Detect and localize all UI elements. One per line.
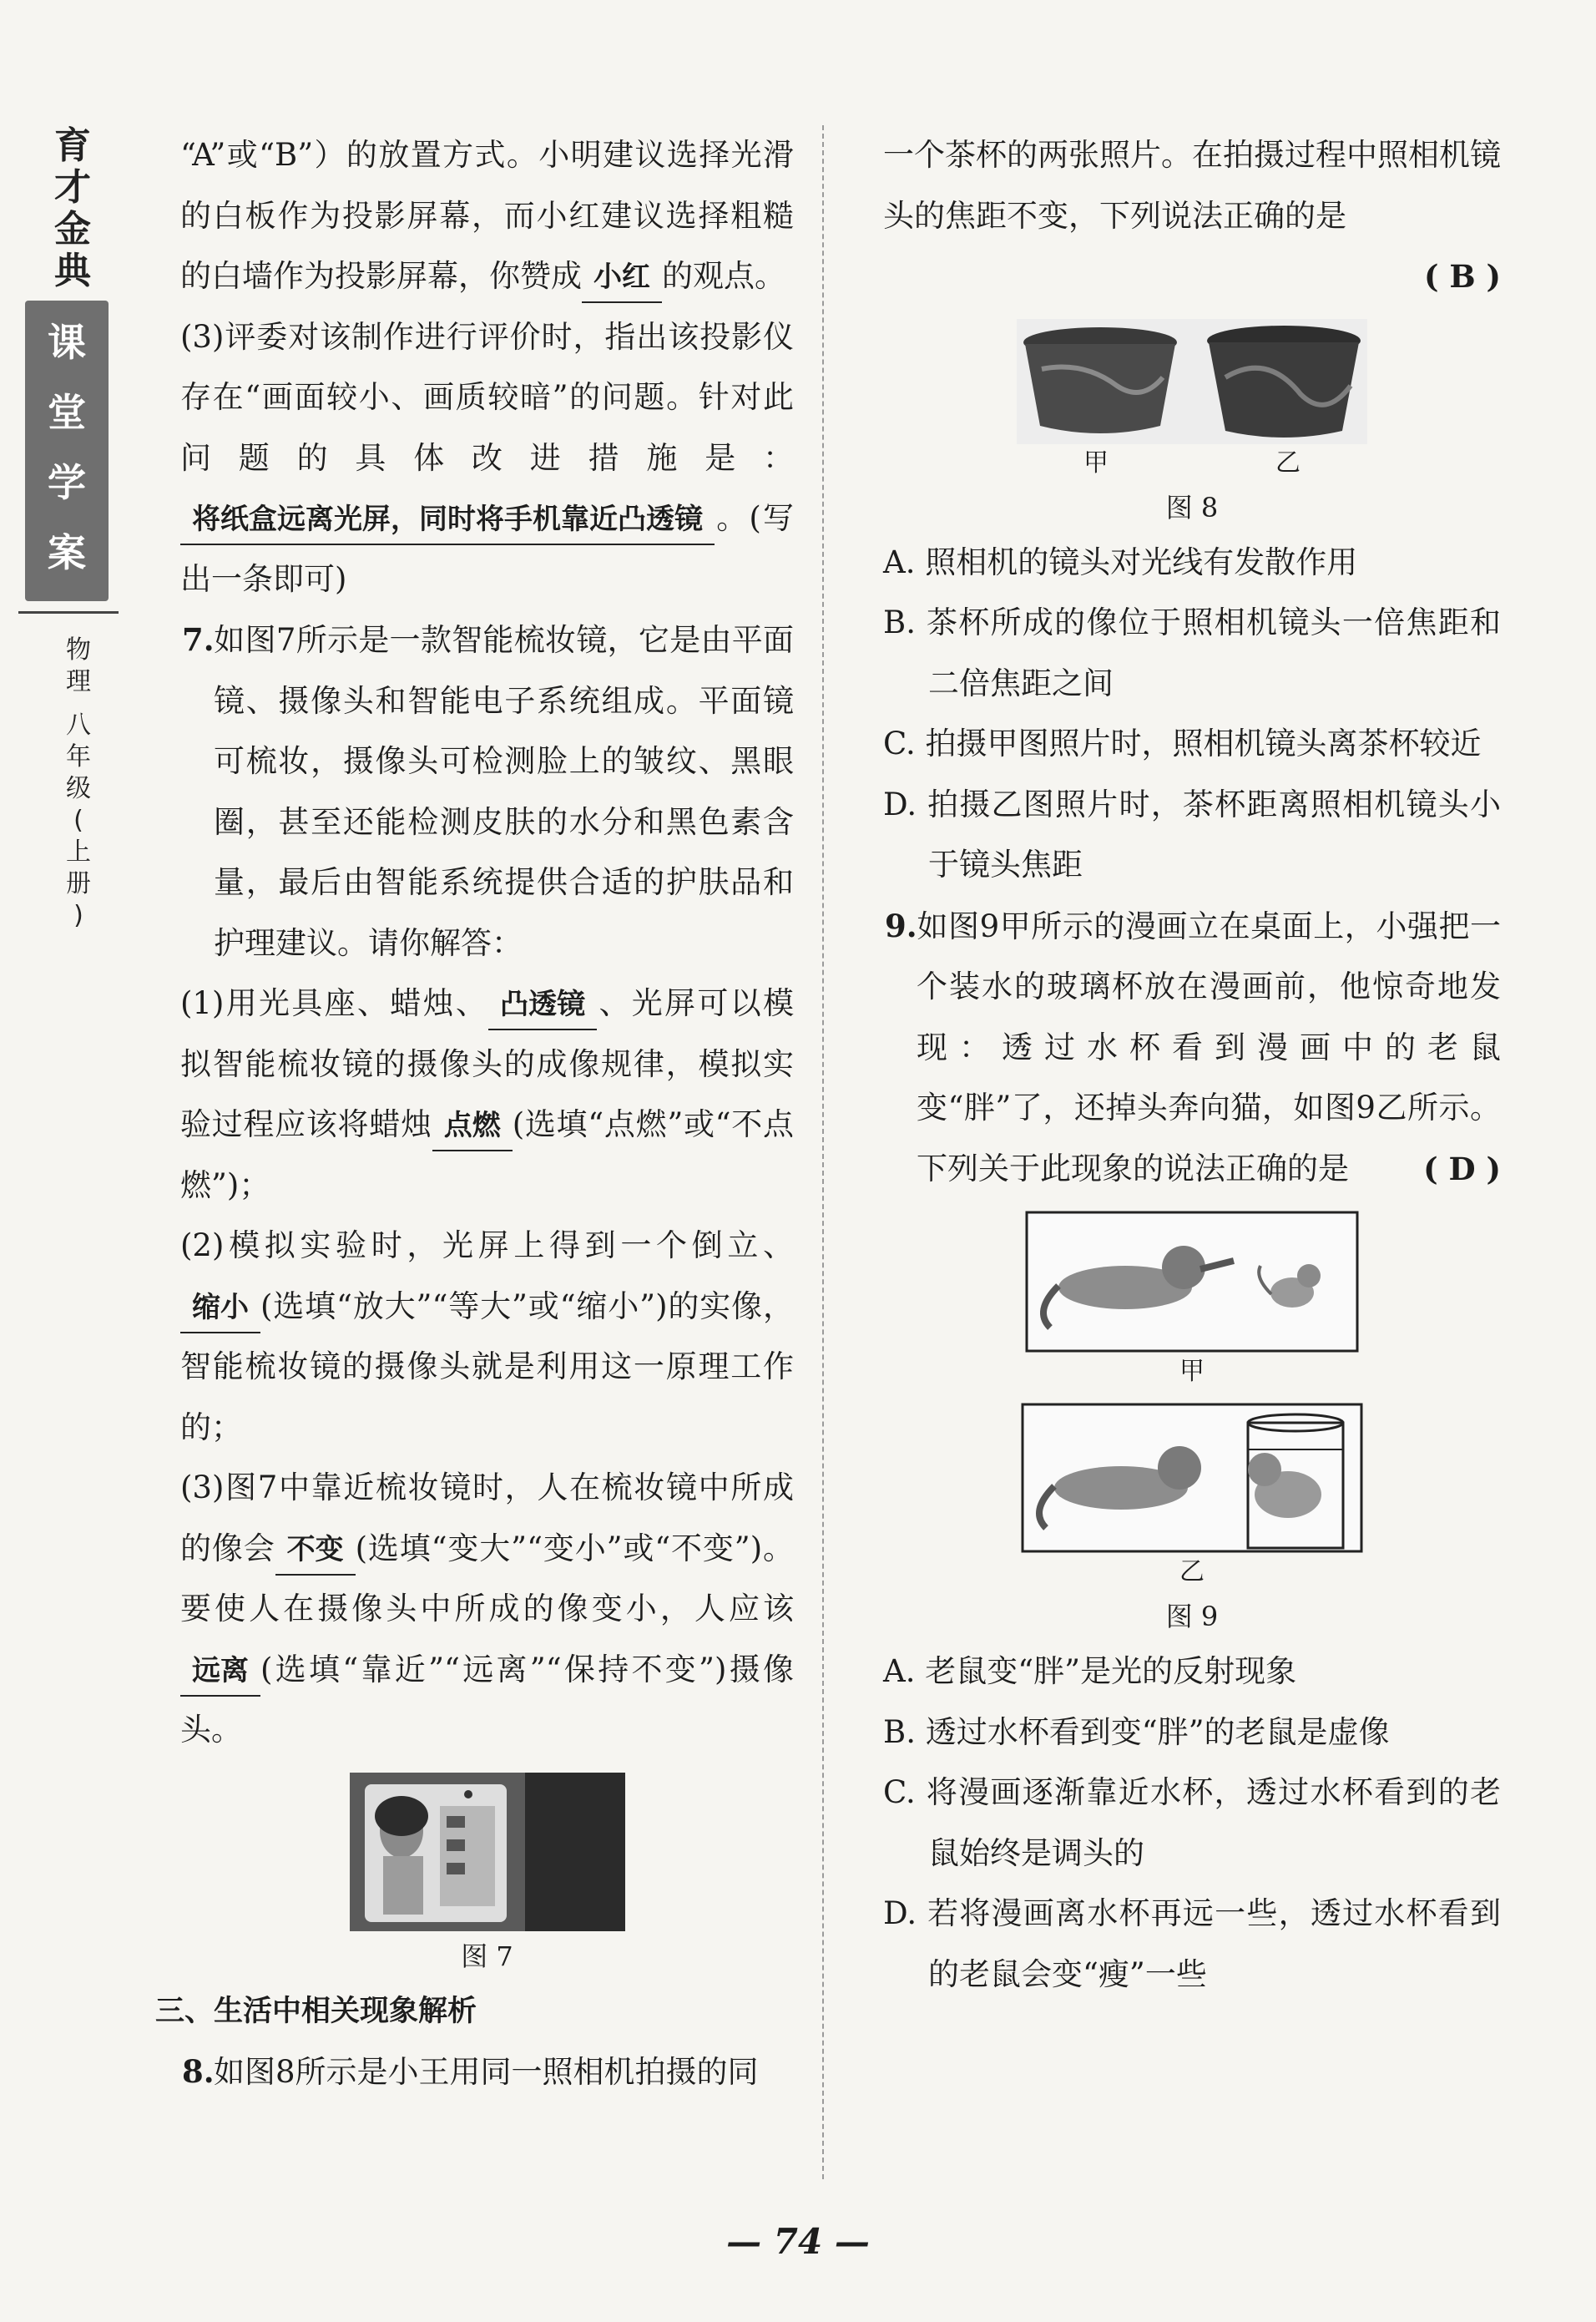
q7-part1: (1)用光具座、蜡烛、 凸透镜 、光屏可以模拟智能梳妆镜的摄像头的成像规律，模拟实验过程应该将蜡烛 点燃 (选填“点燃”或“不点燃”)；: [180, 974, 794, 1216]
option-c[interactable]: C. 将漫画逐渐靠近水杯，透过水杯看到的老鼠始终是调头的: [883, 1774, 1501, 1871]
option-d[interactable]: D. 拍摄乙图照片时，茶杯距离照相机镜头小于镜头焦距: [883, 786, 1501, 883]
book-spine: [18, 125, 106, 960]
figure-8-labels: 甲 乙: [1083, 448, 1301, 478]
cat-mouse-cartoon: [1025, 1211, 1359, 1353]
option-b[interactable]: B. 透过水杯看到变“胖”的老鼠是虚像: [883, 1713, 1390, 1750]
option-d[interactable]: D. 若将漫画离水杯再远一些，透过水杯看到的老鼠会变“瘦”一些: [883, 1895, 1501, 1992]
figure-9a-label: 甲: [1179, 1357, 1205, 1386]
answer-blank[interactable]: 凸透镜: [488, 980, 597, 1030]
brand-title: 育 才 金 典: [54, 124, 91, 292]
figure-9a-cartoon: [1025, 1211, 1359, 1353]
figure-8-caption: 图 8: [1165, 491, 1219, 524]
answer-blank[interactable]: 点燃: [432, 1101, 513, 1151]
reflected-body: [383, 1856, 423, 1915]
teacup-b: [1209, 342, 1359, 438]
series-badge: 课 堂 学 案: [25, 301, 109, 601]
choice-answer[interactable]: ( B ): [1423, 258, 1501, 295]
q6-part2: “A”或“B”）的放置方式。小明建议选择光滑的白板作为投影屏幕，而小红建议选择粗糙的白墙作为投影屏幕，你赞成 小红 的观点。: [180, 125, 794, 307]
camera-lens: [464, 1790, 472, 1798]
q6-part3: (3)评委对该制作进行评价时，指出该投影仪存在“画面较小、画质较暗”的问题。针对此问题的具体改进措施是：将纸盒远离光屏，同时将手机靠近凸透镜 。(写出一条即可): [180, 318, 794, 597]
display-widget: [447, 1863, 465, 1874]
question-number: 9.: [885, 907, 917, 944]
option-a[interactable]: A. 老鼠变“胖”是光的反射现象: [883, 1653, 1297, 1689]
answer-blank[interactable]: 缩小: [180, 1283, 260, 1333]
mouse-head: [1297, 1264, 1321, 1287]
question-number: 8.: [182, 2053, 215, 2090]
answer-blank[interactable]: 不变: [275, 1525, 356, 1576]
figure-7-photo: [350, 1773, 625, 1931]
q7-part2: (2)模拟实验时，光屏上得到一个倒立、缩小 (选填“放大”“等大”或“缩小”)的实像，智能梳妆镜的摄像头就是利用这一原理工作的；: [180, 1227, 794, 1445]
q8-stem-start: 8.如图8所示是小王用同一照相机拍摄的同: [180, 2041, 794, 2103]
page-number: — 74 —: [726, 2221, 870, 2262]
figure-7-caption: 图 7: [461, 1940, 513, 1972]
option-b[interactable]: B. 茶杯所成的像位于照相机镜头一倍焦距和二倍焦距之间: [883, 605, 1501, 701]
subject-label: 物 理 八 年 级 ( 上 册 ): [66, 635, 91, 930]
figure-9-caption: 图 9: [1165, 1601, 1219, 1632]
right-column: [883, 125, 1501, 2005]
figure-8-photo: [1017, 319, 1367, 444]
left-column: [155, 125, 795, 2103]
section-title: 三、生活中相关现象解析: [155, 1994, 477, 2028]
q7-stem: 7.如图7所示是一款智能梳妆镜，它是由平面镜、摄像头和智能电子系统组成。平面镜可梳妆，摄像头可检测脸上的皱纹、黑眼圈，甚至还能检测皮肤的水分和黑色素含量，最后由智能系统提供合适的护肤品和护理建议。请你解答：: [180, 610, 794, 974]
person-silhouette: [525, 1773, 625, 1931]
q9-stem: 9.如图9甲所示的漫画立在桌面上，小强把一个装水的玻璃杯放在漫画前，他惊奇地发现：透过水杯看到漫画中的老鼠变“胖”了，还掉头奔向猫，如图9乙所示。下列关于此现象的说法正确的是 ( D ): [883, 896, 1501, 1200]
answer-blank[interactable]: 将纸盒远离光屏，同时将手机靠近凸透镜: [180, 495, 715, 545]
reflected-hair: [375, 1796, 428, 1836]
answer-blank[interactable]: 远离: [180, 1647, 260, 1697]
cat-mouse-glass-cartoon: [1021, 1403, 1363, 1553]
figure-9b-label: 乙: [1179, 1557, 1205, 1586]
option-a[interactable]: A. 照相机的镜头对光线有发散作用: [883, 544, 1358, 580]
cat-head: [1162, 1246, 1205, 1289]
choice-answer[interactable]: ( D ): [1423, 1150, 1501, 1187]
q8-stem-end: 一个茶杯的两张照片。在拍摄过程中照相机镜头的焦距不变，下列说法正确的是: [883, 137, 1501, 234]
option-c[interactable]: C. 拍摄甲图照片时，照相机镜头离茶杯较近: [883, 726, 1482, 761]
q7-part3: (3)图7中靠近梳妆镜时，人在梳妆镜中所成的像会 不变 (选填“变大”“变小”或“不变”)。要使人在摄像头中所成的像变小，人应该远离 (选填“靠近”“远离”“保持不变”)摄像头。: [180, 1470, 794, 1748]
column-divider: [822, 125, 824, 2179]
figure-9b-cartoon: [1021, 1403, 1363, 1553]
display-widget: [447, 1839, 465, 1851]
smart-mirror-image: [350, 1773, 625, 1931]
question-number: 7.: [182, 621, 215, 658]
spine-divider: [18, 611, 119, 614]
display-widget: [447, 1816, 465, 1828]
answer-blank[interactable]: 小红: [582, 253, 662, 303]
teacup-photos: [1017, 319, 1367, 444]
mouse-head-reversed: [1248, 1453, 1281, 1486]
cat-head: [1158, 1446, 1201, 1490]
